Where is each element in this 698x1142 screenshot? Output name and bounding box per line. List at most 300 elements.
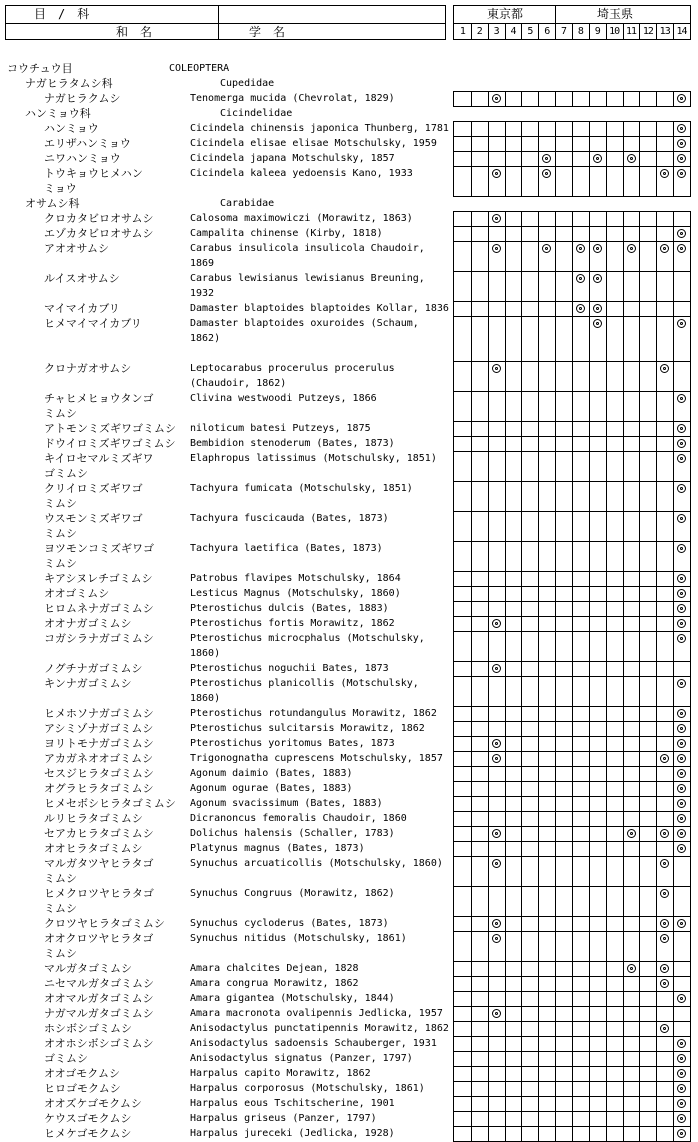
species-name-sci: Damaster blaptoides blaptoides Kollar, 1836 bbox=[190, 303, 449, 314]
species-name-sci: Pterostichus noguchii Bates, 1873 bbox=[190, 663, 389, 674]
species-name-sci: Pterostichus sulcitarsis Morawitz, 1862 bbox=[190, 723, 425, 734]
header-saitama: 埼玉県 bbox=[597, 7, 634, 21]
occurrence-mark-col-11 bbox=[627, 244, 636, 253]
species-name-ja: コガシラナガゴミムシ bbox=[44, 632, 154, 645]
species-row bbox=[0, 841, 698, 856]
species-name-sci: Agonum ogurae (Bates, 1883) bbox=[190, 783, 353, 794]
occurrence-mark-col-3 bbox=[492, 244, 501, 253]
occurrence-grid bbox=[453, 616, 691, 632]
occurrence-mark-col-13 bbox=[660, 919, 669, 928]
species-name-ja: ナガヒラクムシ bbox=[44, 92, 121, 105]
occurrence-mark-col-14 bbox=[677, 1129, 686, 1138]
species-name-sci: Dolichus halensis (Schaller, 1783) bbox=[190, 828, 395, 839]
occurrence-mark-col-14 bbox=[677, 784, 686, 793]
species-name-sci: Leptocarabus procerulus procerulus bbox=[190, 363, 395, 374]
occurrence-grid bbox=[453, 301, 691, 317]
species-name-sci: Pterostichus yoritomus Bates, 1873 bbox=[190, 738, 395, 749]
occurrence-mark-col-3 bbox=[492, 619, 501, 628]
species-name-sci: Cicindela kaleea yedoensis Kano, 1933 bbox=[190, 168, 413, 179]
occurrence-grid bbox=[453, 481, 691, 512]
species-name-sci: Amara gigantea (Motschulsky, 1844) bbox=[190, 993, 395, 1004]
occurrence-mark-col-14 bbox=[677, 724, 686, 733]
site-column-4: 4 bbox=[510, 26, 516, 37]
species-row bbox=[0, 121, 698, 136]
species-name-sci: Synuchus Congruus (Morawitz, 1862) bbox=[190, 888, 395, 899]
species-name-sci: Amara congrua Morawitz, 1862 bbox=[190, 978, 359, 989]
species-row bbox=[0, 751, 698, 766]
occurrence-mark-col-14 bbox=[677, 1099, 686, 1108]
occurrence-mark-col-3 bbox=[492, 169, 501, 178]
occurrence-mark-col-3 bbox=[492, 919, 501, 928]
species-name-sci: Tachyura fuscicauda (Bates, 1873) bbox=[190, 513, 389, 524]
occurrence-grid bbox=[453, 571, 691, 587]
species-row bbox=[0, 736, 698, 751]
occurrence-grid bbox=[453, 781, 691, 797]
occurrence-grid bbox=[453, 721, 691, 737]
species-row bbox=[0, 676, 698, 706]
species-name-sci: Agonum daimio (Bates, 1883) bbox=[190, 768, 353, 779]
species-name-ja: ヒロムネナガゴミムシ bbox=[44, 602, 154, 615]
species-name-ja: ルイスオサムシ bbox=[44, 272, 120, 285]
occurrence-grid bbox=[453, 601, 691, 617]
occurrence-mark-col-13 bbox=[660, 934, 669, 943]
species-name-sci: Platynus magnus (Bates, 1873) bbox=[190, 843, 365, 854]
occurrence-mark-col-11 bbox=[627, 964, 636, 973]
species-row bbox=[0, 541, 698, 571]
species-row bbox=[0, 241, 698, 271]
occurrence-grid bbox=[453, 316, 691, 362]
occurrence-mark-col-14 bbox=[677, 154, 686, 163]
site-column-2: 2 bbox=[476, 26, 482, 37]
species-name-ja: ヨツモンコミズギワゴ bbox=[44, 542, 154, 555]
occurrence-grid bbox=[453, 1126, 691, 1142]
species-name-sci: Pterostichus dulcis (Bates, 1883) bbox=[190, 603, 389, 614]
header-japanese-name: 和 名 bbox=[116, 25, 153, 39]
species-name-ja: キイロセマルミズギワ bbox=[44, 452, 154, 465]
species-name-sci: Harpalus corporosus (Motschulsky, 1861) bbox=[190, 1083, 425, 1094]
occurrence-grid bbox=[453, 421, 691, 437]
occurrence-mark-col-13 bbox=[660, 829, 669, 838]
species-row bbox=[0, 961, 698, 976]
occurrence-mark-col-14 bbox=[677, 439, 686, 448]
occurrence-grid bbox=[453, 436, 691, 452]
occurrence-grid bbox=[453, 226, 691, 242]
species-name-ja: セスジヒラタゴミムシ bbox=[44, 767, 154, 780]
species-row bbox=[0, 1036, 698, 1051]
occurrence-mark-col-14 bbox=[677, 394, 686, 403]
header-scientific-name: 学 名 bbox=[249, 25, 286, 39]
occurrence-mark-col-14 bbox=[677, 1054, 686, 1063]
occurrence-grid bbox=[453, 1006, 691, 1022]
species-name-ja: ノグチナガゴミムシ bbox=[44, 662, 143, 675]
species-name-ja: オオヒラタゴミムシ bbox=[44, 842, 143, 855]
species-name-sci: Anisodactylus signatus (Panzer, 1797) bbox=[190, 1053, 413, 1064]
occurrence-mark-col-13 bbox=[660, 169, 669, 178]
occurrence-mark-col-11 bbox=[627, 154, 636, 163]
species-name-ja: ヨリトモナガゴミムシ bbox=[44, 737, 154, 750]
family-name-sci: Carabidae bbox=[220, 198, 275, 209]
occurrence-mark-col-6 bbox=[542, 169, 551, 178]
occurrence-grid bbox=[453, 661, 691, 677]
species-row bbox=[0, 391, 698, 421]
occurrence-grid bbox=[453, 91, 691, 107]
occurrence-mark-col-6 bbox=[542, 154, 551, 163]
species-row bbox=[0, 856, 698, 886]
species-name-sci: Bembidion stenoderum (Bates, 1873) bbox=[190, 438, 395, 449]
occurrence-mark-col-14 bbox=[677, 244, 686, 253]
occurrence-grid bbox=[453, 391, 691, 422]
occurrence-mark-col-14 bbox=[677, 94, 686, 103]
species-row bbox=[0, 661, 698, 676]
occurrence-grid bbox=[453, 826, 691, 842]
species-name-sci: Pterostichus fortis Morawitz, 1862 bbox=[190, 618, 395, 629]
species-name-sci: 1860) bbox=[190, 648, 221, 659]
species-name-sci: Harpalus eous Tschitscherine, 1901 bbox=[190, 1098, 395, 1109]
occurrence-grid bbox=[453, 451, 691, 482]
species-row bbox=[0, 631, 698, 661]
species-name-sci: Lesticus Magnus (Motschulsky, 1860) bbox=[190, 588, 401, 599]
species-row bbox=[0, 781, 698, 796]
species-name-ja: ハンミョウ bbox=[44, 122, 99, 135]
species-name-sci: Calosoma maximowiczi (Morawitz, 1863) bbox=[190, 213, 413, 224]
occurrence-mark-col-14 bbox=[677, 139, 686, 148]
occurrence-grid bbox=[453, 751, 691, 767]
species-row bbox=[0, 931, 698, 961]
occurrence-grid bbox=[453, 136, 691, 152]
species-name-ja: オオズケゴモクムシ bbox=[44, 1097, 142, 1110]
species-name-sci: Amara chalcites Dejean, 1828 bbox=[190, 963, 359, 974]
species-name-ja: ヒメケゴモクムシ bbox=[44, 1127, 132, 1140]
site-column-13: 13 bbox=[659, 26, 670, 37]
occurrence-grid bbox=[453, 856, 691, 887]
species-name-sci: 1932 bbox=[190, 288, 215, 299]
species-row bbox=[0, 991, 698, 1006]
occurrence-grid bbox=[453, 706, 691, 722]
occurrence-mark-col-3 bbox=[492, 94, 501, 103]
species-name-ja: オオホシボシゴミムシ bbox=[44, 1037, 154, 1050]
family-name-ja: オサムシ科 bbox=[25, 197, 80, 210]
species-row bbox=[0, 811, 698, 826]
species-name-ja: ヒメセボシヒラタゴミムシ bbox=[44, 797, 176, 810]
occurrence-mark-col-14 bbox=[677, 754, 686, 763]
species-row bbox=[0, 796, 698, 811]
occurrence-mark-col-14 bbox=[677, 424, 686, 433]
occurrence-grid bbox=[453, 961, 691, 977]
occurrence-mark-col-14 bbox=[677, 229, 686, 238]
species-row bbox=[0, 1111, 698, 1126]
occurrence-grid bbox=[453, 766, 691, 782]
species-name-sci: Tachyura laetifica (Bates, 1873) bbox=[190, 543, 383, 554]
species-name-ja: ヒメマイマイカブリ bbox=[44, 317, 142, 330]
species-name-sci: Damaster blaptoides oxuroides (Schaum, bbox=[190, 318, 419, 329]
occurrence-grid bbox=[453, 151, 691, 167]
species-name-sci: Harpalus capito Morawitz, 1862 bbox=[190, 1068, 371, 1079]
species-row bbox=[0, 1006, 698, 1021]
species-name-ja: アトモンミズギワゴミムシ bbox=[44, 422, 176, 435]
species-name-sci: Carabus insulicola insulicola Chaudoir, bbox=[190, 243, 425, 254]
occurrence-grid bbox=[453, 841, 691, 857]
occurrence-mark-col-13 bbox=[660, 859, 669, 868]
species-name-ja: ゴミムシ bbox=[44, 1052, 88, 1065]
species-name-ja: アオオサムシ bbox=[44, 242, 110, 255]
species-name-ja: ルリヒラタゴミムシ bbox=[44, 812, 143, 825]
species-name-ja: チャヒメヒョウタンゴ bbox=[44, 392, 154, 405]
species-row bbox=[0, 166, 698, 196]
occurrence-grid bbox=[453, 1066, 691, 1082]
species-row bbox=[0, 721, 698, 736]
header-order-family: 目 / 科 bbox=[34, 7, 90, 21]
species-row bbox=[0, 916, 698, 931]
species-name-ja: ニセマルガタゴミムシ bbox=[44, 977, 154, 990]
species-name-ja: オグラヒラタゴミムシ bbox=[44, 782, 154, 795]
family-name-ja: ナガヒラタムシ科 bbox=[25, 77, 113, 90]
species-name-ja: アシミゾナガゴミムシ bbox=[44, 722, 154, 735]
species-row bbox=[0, 616, 698, 631]
species-name-sci: Tachyura fumicata (Motschulsky, 1851) bbox=[190, 483, 413, 494]
species-name-ja: クロカタビロオサムシ bbox=[44, 212, 154, 225]
occurrence-mark-col-14 bbox=[677, 604, 686, 613]
species-name-sci: Elaphropus latissimus (Motschulsky, 1851) bbox=[190, 453, 437, 464]
occurrence-mark-col-14 bbox=[677, 769, 686, 778]
site-column-5: 5 bbox=[527, 26, 533, 37]
species-row bbox=[0, 211, 698, 226]
species-row bbox=[0, 586, 698, 601]
species-name-sci: 1869 bbox=[190, 258, 215, 269]
species-row bbox=[0, 1096, 698, 1111]
family-name-ja: ハンミョウ科 bbox=[25, 107, 91, 120]
species-name-ja: ヒメクロツヤヒラタゴ bbox=[44, 887, 154, 900]
species-name-sci: Amara macronota ovalipennis Jedlicka, 1957 bbox=[190, 1008, 443, 1019]
order-name-sci: COLEOPTERA bbox=[169, 63, 230, 74]
species-row bbox=[0, 151, 698, 166]
occurrence-mark-col-13 bbox=[660, 1024, 669, 1033]
species-name-ja: エリザハンミョウ bbox=[44, 137, 131, 150]
occurrence-mark-col-14 bbox=[677, 919, 686, 928]
species-row bbox=[0, 91, 698, 106]
species-name-ja: クロツヤヒラタゴミムシ bbox=[44, 917, 165, 930]
site-column-3: 3 bbox=[493, 26, 499, 37]
species-row bbox=[0, 436, 698, 451]
species-name-sci: Pterostichus planicollis (Motschulsky, bbox=[190, 678, 419, 689]
occurrence-mark-col-14 bbox=[677, 454, 686, 463]
occurrence-grid bbox=[453, 241, 691, 272]
species-name-ja: ウスモンミズギワゴ bbox=[44, 512, 143, 525]
species-name-sci: Pterostichus rotundangulus Morawitz, 1862 bbox=[190, 708, 437, 719]
species-name-sci: Agonum svacissimum (Bates, 1883) bbox=[190, 798, 383, 809]
occurrence-mark-col-14 bbox=[677, 739, 686, 748]
species-row bbox=[0, 271, 698, 301]
species-name-ja: ミムシ bbox=[44, 872, 77, 885]
occurrence-mark-col-6 bbox=[542, 244, 551, 253]
species-name-sci: Patrobus flavipes Motschulsky, 1864 bbox=[190, 573, 401, 584]
site-column-8: 8 bbox=[577, 26, 583, 37]
site-column-7: 7 bbox=[561, 26, 567, 37]
occurrence-grid bbox=[453, 1096, 691, 1112]
species-name-ja: オオゴミムシ bbox=[44, 587, 110, 600]
site-column-10: 10 bbox=[609, 26, 620, 37]
occurrence-mark-col-14 bbox=[677, 169, 686, 178]
species-row bbox=[0, 301, 698, 316]
occurrence-mark-col-3 bbox=[492, 664, 501, 673]
species-name-ja: クリイロミズギワゴ bbox=[44, 482, 143, 495]
species-name-sci: Pterostichus microcphalus (Motschulsky, bbox=[190, 633, 425, 644]
occurrence-mark-col-13 bbox=[660, 364, 669, 373]
species-name-sci: Cicindela elisae elisae Motschulsky, 1959 bbox=[190, 138, 437, 149]
species-row bbox=[0, 511, 698, 541]
species-name-sci: Dicranoncus femoralis Chaudoir, 1860 bbox=[190, 813, 407, 824]
occurrence-grid bbox=[453, 676, 691, 707]
occurrence-mark-col-9 bbox=[593, 274, 602, 283]
occurrence-mark-col-14 bbox=[677, 589, 686, 598]
species-name-ja: マルガタゴミムシ bbox=[44, 962, 132, 975]
table-header-sites bbox=[453, 5, 691, 40]
occurrence-mark-col-9 bbox=[593, 244, 602, 253]
species-name-ja: ヒメホソナガゴミムシ bbox=[44, 707, 154, 720]
occurrence-mark-col-14 bbox=[677, 814, 686, 823]
occurrence-mark-col-3 bbox=[492, 859, 501, 868]
species-name-sci: Anisodactylus punctatipennis Morawitz, 1862 bbox=[190, 1023, 449, 1034]
species-row bbox=[0, 601, 698, 616]
occurrence-grid bbox=[453, 916, 691, 932]
occurrence-mark-col-14 bbox=[677, 994, 686, 1003]
species-name-sci: Synuchus cycloderus (Bates, 1873) bbox=[190, 918, 389, 929]
site-column-14: 14 bbox=[676, 26, 687, 37]
occurrence-grid bbox=[453, 541, 691, 572]
species-name-sci: (Chaudoir, 1862) bbox=[190, 378, 287, 389]
species-name-sci: Carabus lewisianus lewisianus Breuning, bbox=[190, 273, 425, 284]
occurrence-mark-col-9 bbox=[593, 304, 602, 313]
species-name-ja: ミムシ bbox=[44, 527, 77, 540]
occurrence-mark-col-14 bbox=[677, 574, 686, 583]
occurrence-grid bbox=[453, 811, 691, 827]
species-name-ja: アカガネオオゴミムシ bbox=[44, 752, 154, 765]
occurrence-grid bbox=[453, 361, 691, 392]
species-row bbox=[0, 361, 698, 391]
occurrence-mark-col-14 bbox=[677, 1039, 686, 1048]
occurrence-grid bbox=[453, 586, 691, 602]
species-name-sci: Harpalus jureceki (Jedlicka, 1928) bbox=[190, 1128, 395, 1139]
occurrence-mark-col-8 bbox=[576, 274, 585, 283]
species-name-sci: Campalita chinense (Kirby, 1818) bbox=[190, 228, 383, 239]
species-name-sci: Harpalus griseus (Panzer, 1797) bbox=[190, 1113, 377, 1124]
occurrence-mark-col-3 bbox=[492, 1009, 501, 1018]
species-name-ja: ミョウ bbox=[44, 182, 77, 195]
species-name-ja: クロナガオサムシ bbox=[44, 362, 132, 375]
species-name-ja: セアカヒラタゴミムシ bbox=[44, 827, 154, 840]
occurrence-mark-col-9 bbox=[593, 319, 602, 328]
occurrence-mark-col-14 bbox=[677, 484, 686, 493]
occurrence-grid bbox=[453, 886, 691, 917]
species-row bbox=[0, 1021, 698, 1036]
site-column-11: 11 bbox=[625, 26, 636, 37]
site-column-12: 12 bbox=[642, 26, 653, 37]
species-name-ja: ミムシ bbox=[44, 407, 77, 420]
occurrence-mark-col-14 bbox=[677, 634, 686, 643]
occurrence-mark-col-13 bbox=[660, 754, 669, 763]
occurrence-mark-col-13 bbox=[660, 964, 669, 973]
occurrence-grid bbox=[453, 166, 691, 197]
species-name-ja: ミムシ bbox=[44, 947, 77, 960]
species-row bbox=[0, 886, 698, 916]
occurrence-grid bbox=[453, 631, 691, 662]
species-row bbox=[0, 226, 698, 241]
species-name-ja: ニワハンミョウ bbox=[44, 152, 121, 165]
site-column-1: 1 bbox=[459, 26, 465, 37]
species-row bbox=[0, 766, 698, 781]
species-name-ja: オオマルガタゴミムシ bbox=[44, 992, 154, 1005]
species-row bbox=[0, 1051, 698, 1066]
species-name-sci: niloticum batesi Putzeys, 1875 bbox=[190, 423, 371, 434]
occurrence-grid bbox=[453, 511, 691, 542]
occurrence-mark-col-14 bbox=[677, 709, 686, 718]
species-name-ja: トウキョウヒメハン bbox=[44, 167, 143, 180]
occurrence-mark-col-8 bbox=[576, 244, 585, 253]
species-name-sci: Cicindela japana Motschulsky, 1857 bbox=[190, 153, 395, 164]
occurrence-mark-col-14 bbox=[677, 544, 686, 553]
species-name-ja: ドウイロミズギワゴミムシ bbox=[44, 437, 176, 450]
occurrence-mark-col-3 bbox=[492, 364, 501, 373]
species-name-ja: ナガマルガタゴミムシ bbox=[44, 1007, 154, 1020]
occurrence-mark-col-14 bbox=[677, 1069, 686, 1078]
species-row bbox=[0, 976, 698, 991]
occurrence-grid bbox=[453, 991, 691, 1007]
species-name-sci: Cicindela chinensis japonica Thunberg, 1781 bbox=[190, 123, 449, 134]
species-row bbox=[0, 1081, 698, 1096]
species-row bbox=[0, 316, 698, 361]
species-name-ja: オオゴモクムシ bbox=[44, 1067, 121, 1080]
species-name-ja: ミムシ bbox=[44, 902, 77, 915]
species-name-ja: オオクロツヤヒラタゴ bbox=[44, 932, 154, 945]
occurrence-grid bbox=[453, 796, 691, 812]
species-row bbox=[0, 571, 698, 586]
occurrence-grid bbox=[453, 121, 691, 137]
occurrence-grid bbox=[453, 976, 691, 992]
occurrence-grid bbox=[453, 931, 691, 962]
species-row bbox=[0, 136, 698, 151]
species-row bbox=[0, 1126, 698, 1141]
species-row bbox=[0, 826, 698, 841]
species-name-sci: 1860) bbox=[190, 693, 221, 704]
species-name-sci: Anisodactylus sadoensis Schauberger, 1931 bbox=[190, 1038, 437, 1049]
species-row bbox=[0, 451, 698, 481]
occurrence-grid bbox=[453, 1081, 691, 1097]
species-name-ja: ミムシ bbox=[44, 557, 77, 570]
species-name-ja: ケウスゴモクムシ bbox=[44, 1112, 132, 1125]
species-name-sci: Clivina westwoodi Putzeys, 1866 bbox=[190, 393, 377, 404]
species-name-ja: オオナガゴミムシ bbox=[44, 617, 132, 630]
header-tokyo: 東京都 bbox=[487, 7, 524, 21]
site-column-9: 9 bbox=[594, 26, 600, 37]
occurrence-mark-col-3 bbox=[492, 829, 501, 838]
species-name-ja: ゴミムシ bbox=[44, 467, 88, 480]
occurrence-mark-col-13 bbox=[660, 244, 669, 253]
occurrence-mark-col-3 bbox=[492, 934, 501, 943]
table-header-names bbox=[5, 5, 446, 40]
occurrence-mark-col-14 bbox=[677, 844, 686, 853]
occurrence-grid bbox=[453, 1111, 691, 1127]
species-row bbox=[0, 421, 698, 436]
occurrence-mark-col-14 bbox=[677, 514, 686, 523]
species-name-sci: Trigonognatha cuprescens Motschulsky, 1857 bbox=[190, 753, 443, 764]
occurrence-grid bbox=[453, 1021, 691, 1037]
species-name-ja: エゾカタビロオサムシ bbox=[44, 227, 154, 240]
species-name-sci: Tenomerga mucida (Chevrolat, 1829) bbox=[190, 93, 395, 104]
occurrence-grid bbox=[453, 1036, 691, 1052]
occurrence-mark-col-14 bbox=[677, 1084, 686, 1093]
occurrence-grid bbox=[453, 271, 691, 302]
occurrence-mark-col-3 bbox=[492, 739, 501, 748]
occurrence-mark-col-13 bbox=[660, 889, 669, 898]
